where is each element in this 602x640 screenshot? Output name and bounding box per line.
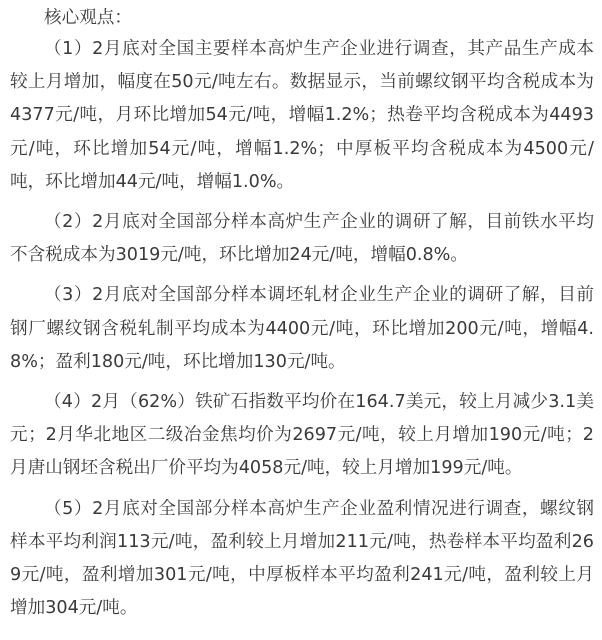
paragraph-3: （3）2月底对全国部分样本调坯轧材企业生产企业的调研了解，目前钢厂螺纹钢含税轧制平均成本为4400元/吨，环比增加200元/吨，增幅4.8%；盈利180元/吨，环比增加130元/吨。 [10, 285, 594, 372]
paragraph-1: （1）2月底对全国主要样本高炉生产企业进行调查，其产品生产成本较上月增加，幅度在50元/吨左右。数据显示，当前螺纹钢平均含税成本为4377元/吨，月环比增加54元/吨，增幅1.2%；热卷平均含税成本为4493元/吨，环比增加54元/吨，增幅1.2%；中厚板平均含税成本为4500元/吨，环比增加44元/吨，增幅1.0%。 [10, 39, 594, 192]
section-heading: 核心观点： [44, 8, 132, 28]
paragraph-2: （2）2月底对全国部分样本高炉生产企业的调研了解，目前铁水平均不含税成本为3019元/吨，环比增加24元/吨，增幅0.8%。 [10, 212, 594, 266]
paragraph-4: （4）2月（62%）铁矿石指数平均价在164.7美元，较上月减少3.1美元；2月华北地区二级冶金焦均价为2697元/吨，较上月增加190元/吨；2月唐山钢坯含税出厂价平均为4058元/吨，较上月增加199元/吨。 [10, 392, 594, 479]
paragraph-5: （5）2月底对全国部分样本高炉生产企业盈利情况进行调查，螺纹钢样本平均利润113元/吨，盈利较上月增加211元/吨，热卷样本平均盈利269元/吨，盈利增加301元/吨，中厚板样本平均盈利241元/吨，盈利较上月增加304元/吨。 [10, 498, 594, 619]
